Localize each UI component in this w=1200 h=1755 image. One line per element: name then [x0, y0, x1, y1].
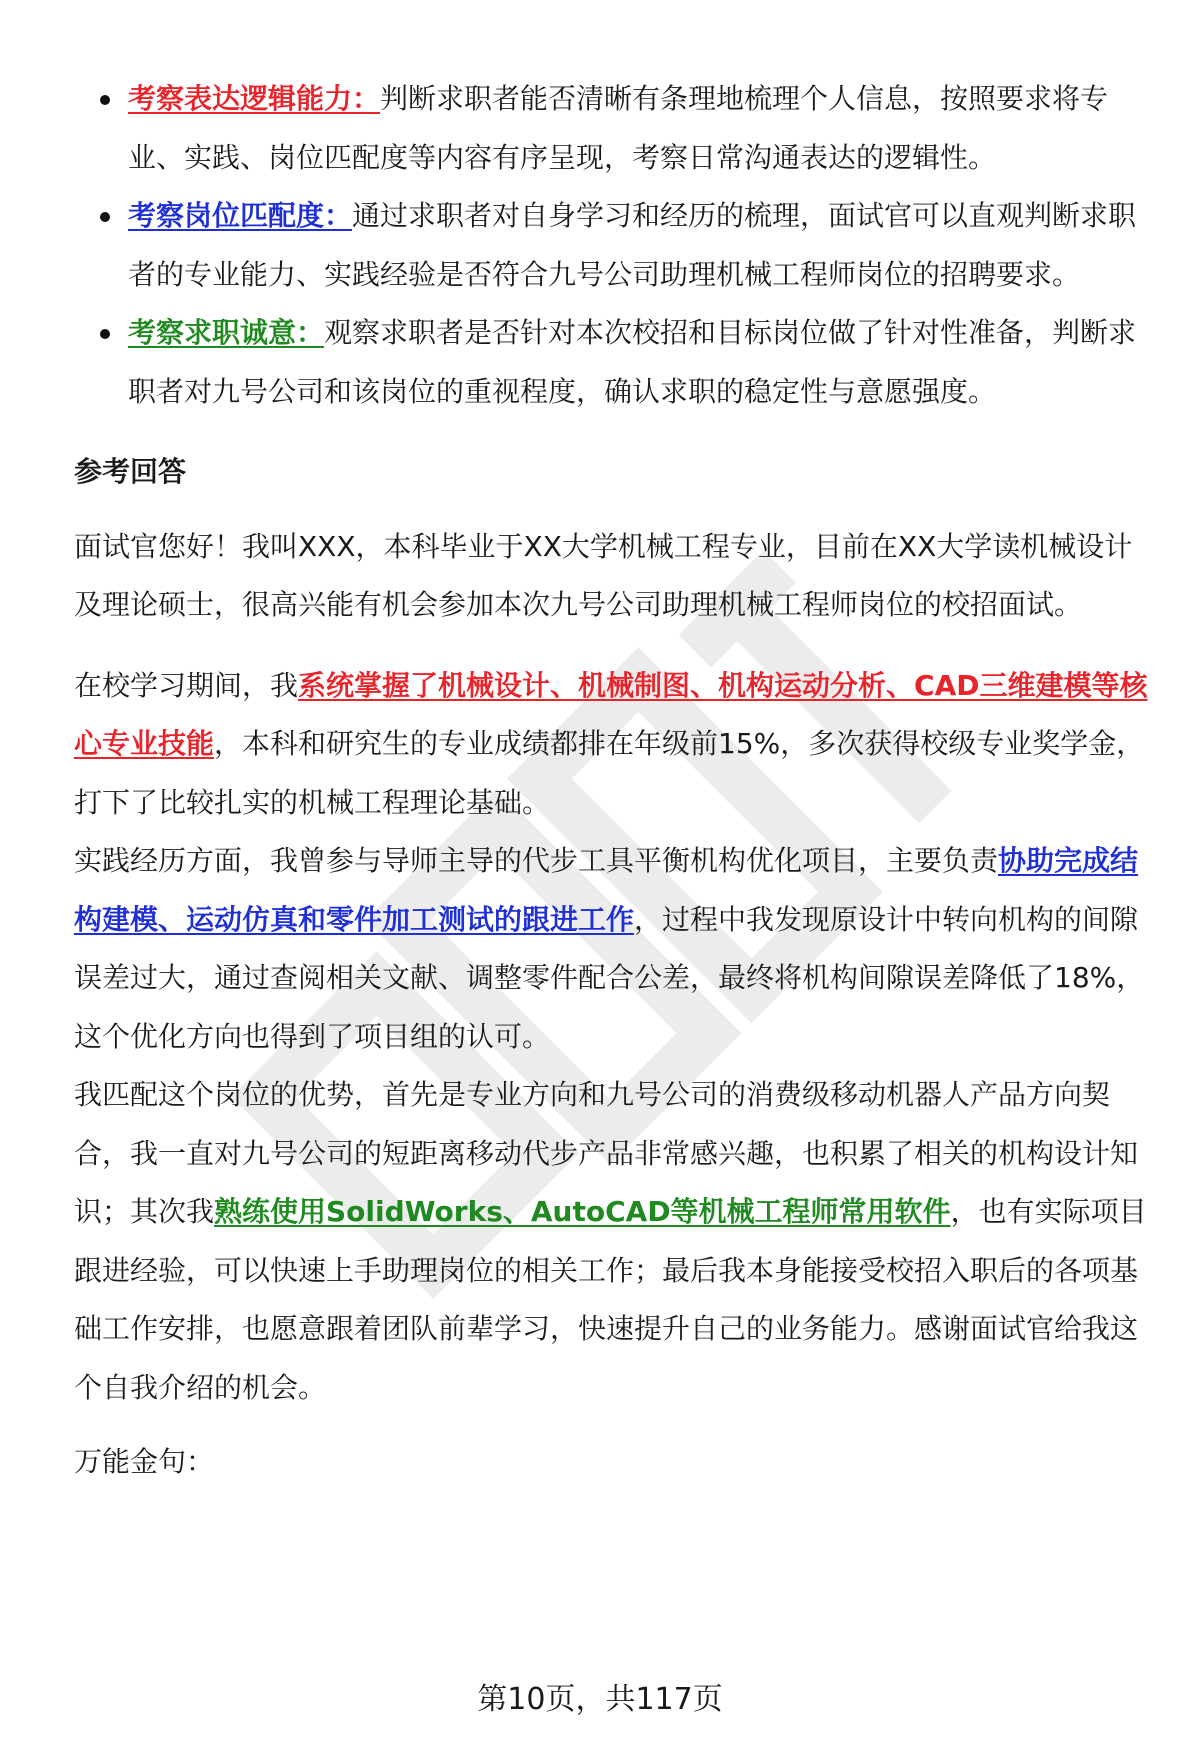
advantage-text-before: 我匹配这个岗位的优势，首先是专业方向和九号公司的消费级移动机器人产品方向契合，我一直对九号公司的短距离移动代步产品非常感兴趣，也积累了相关的机构设计知识；其次我 [74, 1078, 1139, 1228]
document-page [74, 70, 1154, 1492]
bullet-text: 判断求职者能否清晰有条理地梳理个人信息，按照要求将专业、实践、岗位匹配度等内容有序呈现，考察日常沟通表达的逻辑性。 [128, 82, 1109, 174]
bullet-text: 通过求职者对自身学习和经历的梳理，面试官可以直观判断求职者的专业能力、实践经验是否符合九号公司助理机械工程师岗位的招聘要求。 [128, 199, 1137, 291]
bullet-item-sincerity [74, 304, 1154, 421]
study-text-after: ，本科和研究生的专业成绩都排在年级前15%，多次获得校级专业奖学金，打下了比较扎实的机械工程理论基础。 [74, 727, 1145, 819]
bullet-dot-icon [100, 329, 110, 339]
advantage-text-after: ，也有实际项目跟进经验，可以快速上手助理岗位的相关工作；最后我本身能接受校招入职后的各项基础工作安排，也愿意跟着团队前辈学习，快速提升自己的业务能力。感谢面试官给我这个自我介绍的机会。 [74, 1195, 1147, 1404]
closing-label: 万能金句： [74, 1445, 215, 1478]
advantage-highlight: 熟练使用SolidWorks、AutoCAD等机械工程师常用软件 [214, 1195, 951, 1228]
practice-paragraph [74, 832, 1154, 1066]
bullet-label: 考察岗位匹配度： [128, 199, 353, 232]
practice-text-after: ，过程中我发现原设计中转向机构的间隙误差过大，通过查阅相关文献、调整零件配合公差，最终将机构间隙误差降低了18%，这个优化方向也得到了项目组的认可。 [74, 902, 1145, 1053]
bullet-item-logic [74, 70, 1154, 187]
page-number-footer: 第10页，共117页 [477, 1682, 723, 1717]
intro-paragraph: 面试官您好！我叫XXX，本科毕业于XX大学机械工程专业，目前在XX大学读机械设计及理论硕士，很高兴能有机会参加本次九号公司助理机械工程师岗位的校招面试。 [74, 529, 1133, 621]
bullet-label: 考察表达逻辑能力： [128, 82, 381, 115]
bullet-text: 观察求职者是否针对本次校招和目标岗位做了针对性准备，判断求职者对九号公司和该岗位的重视程度，确认求职的稳定性与意愿强度。 [128, 316, 1137, 408]
study-highlight: 系统掌握了机械设计、机械制图、机构运动分析、CAD三维建模等核心专业技能 [74, 668, 1148, 760]
study-paragraph [74, 657, 1154, 833]
practice-text-before: 实践经历方面，我曾参与导师主导的代步工具平衡机构优化项目，主要负责 [74, 844, 999, 877]
assessment-list [74, 70, 1154, 421]
bullet-item-match [74, 187, 1154, 304]
section-title: 参考回答 [74, 455, 187, 488]
study-text-before: 在校学习期间，我 [74, 668, 299, 702]
advantage-paragraph [74, 1066, 1154, 1417]
bullet-label: 考察求职诚意： [128, 316, 325, 349]
bullet-dot-icon [100, 95, 110, 105]
practice-highlight: 协助完成结构建模、运动仿真和零件加工测试的跟进工作 [74, 844, 1139, 936]
bullet-dot-icon [100, 212, 110, 222]
